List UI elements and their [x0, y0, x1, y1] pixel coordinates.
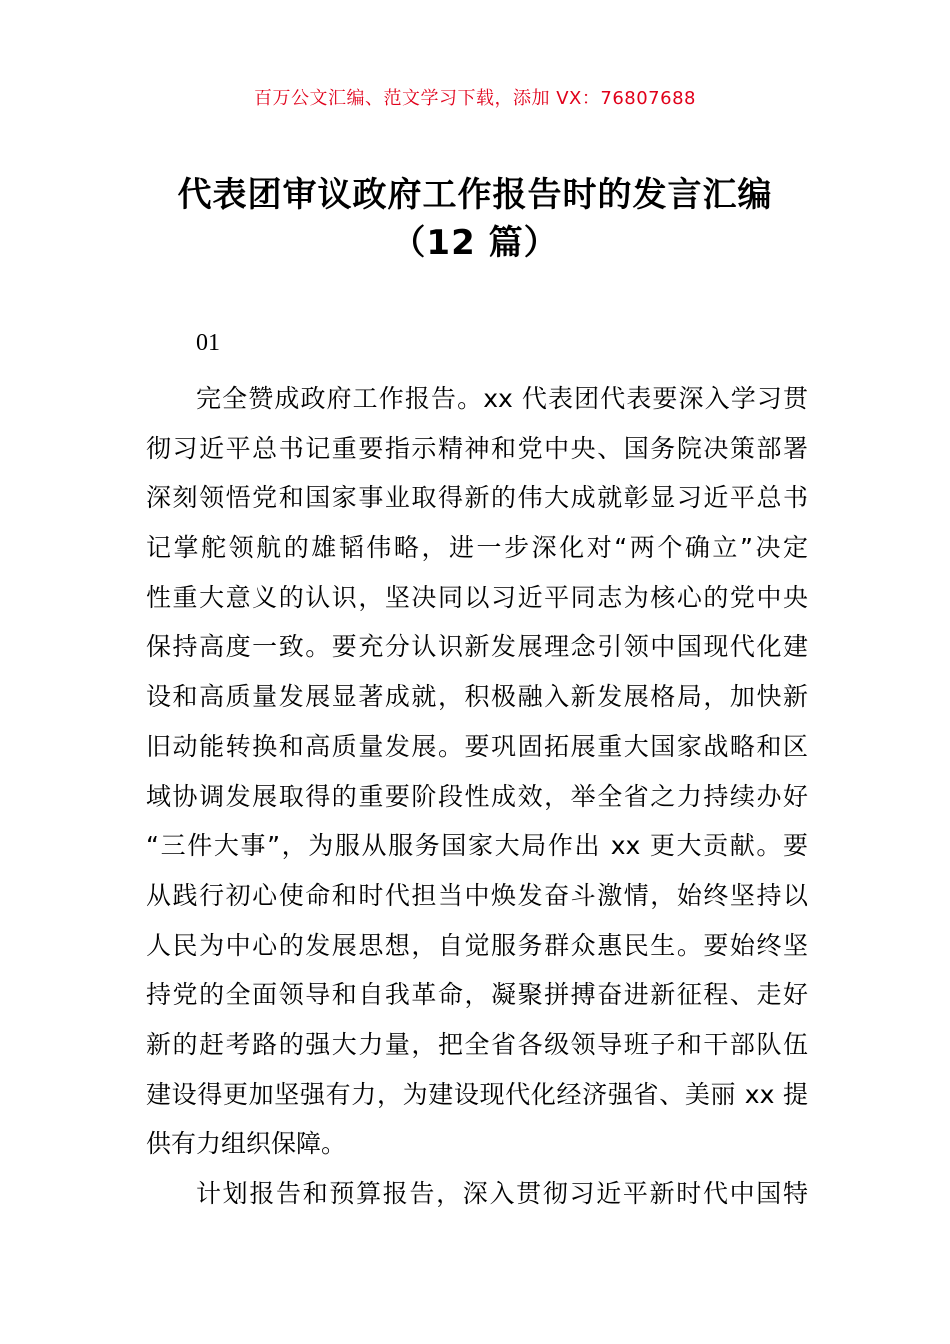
text-line: 旧动能转换和高质量发展。要巩固拓展重大国家战略和区	[146, 731, 808, 761]
text-line: 完全赞成政府工作报告。xx 代表团代表要深入学习贯	[196, 384, 808, 413]
section-number: 01	[196, 330, 220, 356]
text-line: “三件大事”，为服从服务国家大局作出 xx 更大贡献。要	[146, 831, 808, 861]
text-line: 人民为中心的发展思想，自觉服务群众惠民生。要始终坚	[146, 930, 808, 960]
text-line: 彻习近平总书记重要指示精神和党中央、国务院决策部署	[146, 433, 808, 463]
text-line: 建设得更加坚强有力，为建设现代化经济强省、美丽 xx 提	[146, 1079, 808, 1109]
text-line: 性重大意义的认识，坚决同以习近平同志为核心的党中央	[146, 582, 808, 612]
text-line: 记掌舵领航的雄韬伟略，进一步深化对“两个确立”决定	[146, 533, 808, 563]
text-line: 保持高度一致。要充分认识新发展理念引领中国现代化建	[146, 632, 808, 662]
paragraph-2	[146, 1169, 808, 1219]
paragraph-1	[146, 374, 808, 1169]
text-line: 设和高质量发展显著成就，积极融入新发展格局，加快新	[146, 682, 808, 712]
text-line: 域协调发展取得的重要阶段性成效，举全省之力持续办好	[146, 781, 808, 811]
text-line: 持党的全面领导和自我革命，凝聚拼搏奋进新征程、走好	[146, 980, 808, 1010]
title-line-1: 代表团审议政府工作报告时的发言汇编	[177, 175, 773, 215]
text-line: 深刻领悟党和国家事业取得新的伟大成就彰显习近平总书	[146, 483, 808, 513]
header-note: 百万公文汇编、范文学习下载，添加 VX：76807688	[254, 88, 696, 109]
text-line: 供有力组织保障。	[146, 1129, 347, 1159]
text-line: 从践行初心使命和时代担当中焕发奋斗激情，始终坚持以	[146, 880, 808, 910]
document-title	[60, 172, 890, 266]
text-line: 新的赶考路的强大力量，把全省各级领导班子和干部队伍	[146, 1029, 808, 1059]
title-line-2: （12 篇）	[391, 223, 559, 263]
text-line: 计划报告和预算报告，深入贯彻习近平新时代中国特	[196, 1179, 808, 1208]
